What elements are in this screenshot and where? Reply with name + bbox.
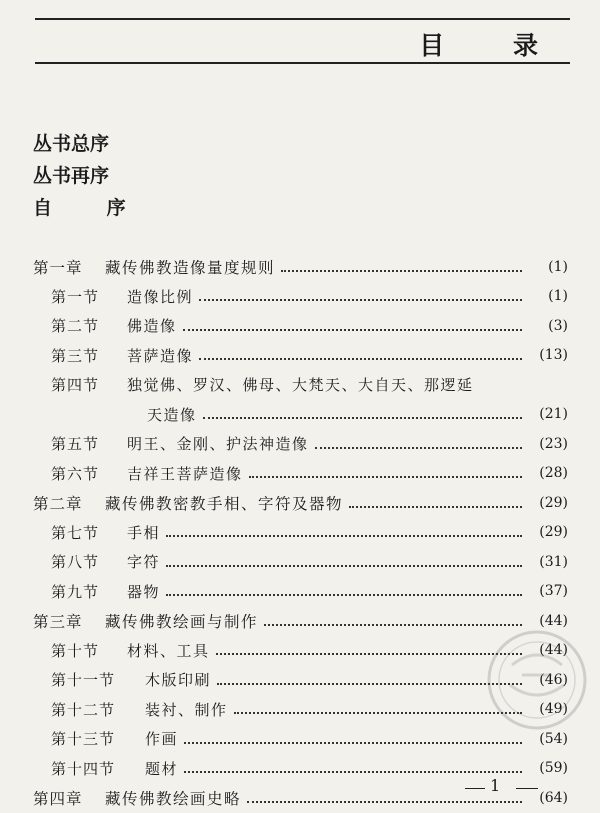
preface-item[interactable]: 自 序 [33, 197, 150, 219]
toc-entry-number: 第十节 [51, 641, 100, 660]
dot-leader [249, 462, 522, 478]
toc-entry-number: 第六节 [51, 464, 100, 483]
toc-page-number: (23) [539, 435, 568, 452]
toc-page-number: (54) [539, 730, 568, 747]
dot-leader [203, 403, 522, 419]
preface-list [33, 128, 150, 224]
toc-page-number: (59) [539, 760, 568, 777]
toc-page-number: (13) [539, 347, 568, 364]
toc-entry-number: 第八节 [51, 553, 100, 572]
toc-entry-title: 明王、金刚、护法神造像 [127, 435, 309, 454]
toc-page-number: (21) [539, 406, 568, 423]
toc-section-row[interactable] [33, 429, 568, 459]
dot-leader [183, 315, 522, 331]
dot-leader [217, 669, 522, 685]
toc-page-number: (44) [539, 642, 568, 659]
toc-entry-number: 第四节 [51, 376, 100, 395]
toc-entry-title: 造像比例 [127, 287, 194, 306]
dot-leader [216, 639, 522, 655]
dot-leader [199, 285, 522, 301]
toc-chapter-row[interactable] [33, 783, 568, 813]
toc-entry-number: 第十三节 [51, 730, 116, 749]
toc-section-row[interactable] [33, 459, 568, 489]
dot-leader [315, 433, 522, 449]
title-rule [35, 62, 570, 64]
toc-entry-title: 器物 [127, 582, 161, 601]
toc-entry-number: 第四章 [33, 789, 83, 808]
toc-entry-title: 材料、工具 [127, 641, 210, 660]
preface-item[interactable]: 丛书再序 [33, 165, 110, 187]
toc-entry-title: 吉祥王菩萨造像 [127, 464, 243, 483]
toc-page-number: (37) [539, 583, 568, 600]
toc-page-number: (3) [548, 317, 568, 334]
toc-entry-number: 第十四节 [51, 759, 116, 778]
toc-entry-title: 题材 [145, 759, 179, 778]
toc-section-row[interactable] [33, 547, 568, 577]
toc-entry-number: 第一节 [51, 287, 100, 306]
toc-entry-number: 第二节 [51, 317, 100, 336]
toc-entry-title: 木版印刷 [145, 671, 212, 690]
toc-entry-title: 作画 [145, 730, 179, 749]
top-rule [35, 18, 570, 20]
dot-leader [199, 344, 522, 360]
toc-entry-number: 第九节 [51, 582, 100, 601]
toc-entry-title: 天造像 [147, 405, 197, 424]
toc-entry-number: 第十二节 [51, 700, 116, 719]
dot-leader [184, 728, 522, 744]
toc-section-row[interactable] [33, 341, 568, 371]
footer-rule [516, 788, 538, 789]
page-number: 1 [490, 776, 501, 795]
toc-entry-number: 第七节 [51, 523, 100, 542]
toc-section-row[interactable] [33, 577, 568, 607]
toc-page-number: (64) [539, 789, 568, 806]
toc-entry-number: 第一章 [33, 258, 83, 277]
toc-entry-title: 藏传佛教密教手相、字符及器物 [105, 494, 344, 513]
dot-leader [166, 580, 522, 596]
toc-chapter-row[interactable] [33, 252, 568, 282]
dot-leader [234, 698, 522, 714]
preface-item[interactable]: 丛书总序 [33, 133, 110, 155]
page-title: 目 录 [419, 31, 568, 60]
toc-entry-title: 藏传佛教绘画与制作 [105, 612, 259, 631]
toc-section-row[interactable] [33, 370, 568, 400]
toc-page-number: (46) [539, 671, 568, 688]
toc-page-number: (49) [539, 701, 568, 718]
dot-leader [247, 787, 522, 803]
toc-entry-title: 装衬、制作 [145, 700, 228, 719]
toc-section-row[interactable] [33, 754, 568, 784]
dot-leader [166, 551, 522, 567]
toc-section-row[interactable] [33, 282, 568, 312]
dot-leader [264, 610, 522, 626]
toc-entry-number: 第十一节 [51, 671, 116, 690]
toc-entry-title: 菩萨造像 [127, 346, 194, 365]
toc-entry-number: 第二章 [33, 494, 83, 513]
toc-entry-title: 藏传佛教造像量度规则 [105, 258, 276, 277]
toc-entry-title: 独觉佛、罗汉、佛母、大梵天、大自天、那逻延 [127, 376, 474, 395]
toc-section-row[interactable] [33, 518, 568, 548]
dot-leader [349, 492, 522, 508]
toc-entry-title: 藏传佛教绘画史略 [105, 789, 242, 808]
toc-entry-title: 字符 [127, 553, 161, 572]
toc-section-row[interactable] [33, 400, 568, 430]
toc-section-row[interactable] [33, 311, 568, 341]
toc-entry-number: 第三节 [51, 346, 100, 365]
library-seal-stamp [482, 625, 592, 735]
toc-page-number: (29) [539, 524, 568, 541]
toc-chapter-row[interactable] [33, 488, 568, 518]
dot-leader [184, 757, 522, 773]
dot-leader [281, 256, 522, 272]
toc-entry-title: 佛造像 [127, 317, 177, 336]
toc-entry-title: 手相 [127, 523, 161, 542]
toc-entry-number: 第五节 [51, 435, 100, 454]
dot-leader [166, 521, 522, 537]
toc-page-number: (28) [539, 465, 568, 482]
dot-leader [480, 375, 522, 389]
toc-page-number: (31) [539, 553, 568, 570]
footer-rule [465, 788, 485, 789]
toc-page-number: (1) [548, 258, 568, 275]
toc-entry-number: 第三章 [33, 612, 83, 631]
toc-page-number: (1) [548, 288, 568, 305]
toc-page-number: (44) [539, 612, 568, 629]
toc-page-number: (29) [539, 494, 568, 511]
